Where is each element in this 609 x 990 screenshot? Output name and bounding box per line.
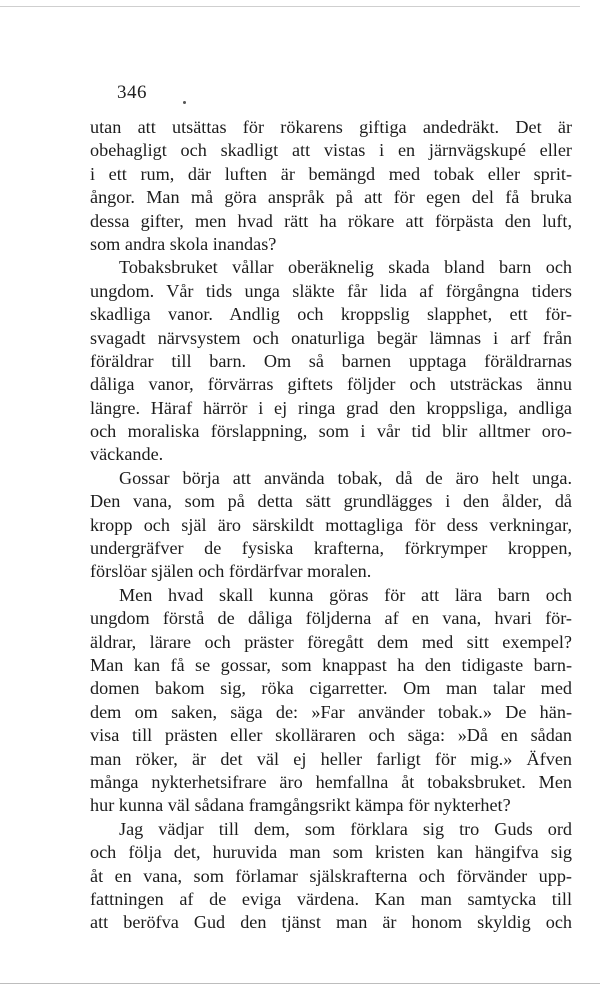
text-line: domen bakom sig, röka cigarretter. Om man talar med xyxy=(90,678,572,699)
text-line: många nykterhetsifrare äro hemfallna åt tobaksbruket. Men xyxy=(90,771,572,792)
text-line: ungdom förstå de dåliga följderna af en vana, hvari för- xyxy=(90,608,572,629)
text-line: Man kan få se gossar, som knappast ha den tidigaste barn- xyxy=(90,654,572,675)
scan-top-edge xyxy=(0,6,580,7)
text-line: visa till prästen eller skolläraren och säga: »Då en sådan xyxy=(90,725,572,746)
text-line: skadliga vanor. Andlig och kroppslig slapphet, ett för- xyxy=(90,304,572,325)
text-line: Men hvad skall kunna göras för att lära barn och xyxy=(119,584,572,605)
page-number: 346 xyxy=(117,82,147,103)
text-line: obehagligt och skadligt att vistas i en järnvägskupé eller xyxy=(90,140,572,161)
print-speck xyxy=(183,101,186,104)
text-line: föräldrar till barn. Om så barnen upptaga föräldrarnas xyxy=(90,350,572,371)
scan-bottom-edge xyxy=(0,983,600,984)
text-line: äldrar, lärare och präster föregått dem med sitt exempel? xyxy=(90,631,572,652)
text-line: undergräfver de fysiska krafterna, förkrymper kroppen, xyxy=(90,538,572,559)
text-line: fattningen af de eviga värdena. Kan man samtycka till xyxy=(90,888,572,909)
text-line: förslöar själen och fördärfvar moralen. xyxy=(90,561,372,582)
text-line: längre. Häraf härrör i ej ringa grad den kroppsliga, andliga xyxy=(90,397,572,418)
text-line: och moraliska förslappning, som i vår tid blir alltmer oro- xyxy=(90,421,572,442)
text-line: kropp och själ äro särskildt mottagliga för dess verkningar, xyxy=(90,514,572,535)
text-line: Den vana, som på detta sätt grundlägges i den ålder, då xyxy=(90,491,572,512)
text-line: man röker, är det väl ej heller farligt för mig.» Äfven xyxy=(90,748,572,769)
text-line: ungdom. Vår tids unga släkte får lida af förgångna tiders xyxy=(90,280,572,301)
text-line: dåliga vanor, förvärras giftets följder och utsträckas ännu xyxy=(90,374,572,395)
text-line: Gossar börja att använda tobak, då de äro helt unga. xyxy=(119,467,572,488)
text-line: som andra skola inandas? xyxy=(90,233,277,254)
text-line: och följa det, huruvida man som kristen kan hängifva sig xyxy=(90,842,572,863)
text-line: dessa gifter, men hvad rätt ha rökare att förpästa den luft, xyxy=(90,210,572,231)
body-text xyxy=(90,116,572,935)
text-line: i ett rum, där luften är bemängd med tobak eller sprit- xyxy=(90,163,572,184)
text-line: Tobaksbruket vållar oberäknelig skada bland barn och xyxy=(119,257,572,278)
text-line: ångor. Man må göra anspråk på att för egen del få bruka xyxy=(90,187,572,208)
text-line: väckande. xyxy=(90,444,164,465)
text-line: hur kunna väl sådana framgångsrikt kämpa för nykterhet? xyxy=(90,795,511,816)
text-line: svagadt närvsystem och onaturliga begär lämnas i arf från xyxy=(90,327,572,348)
text-line: dem om saken, säga de: »Far använder tobak.» De hän- xyxy=(90,701,572,722)
text-line: åt en vana, som förlamar själskrafterna och förvänder upp- xyxy=(90,865,572,886)
text-line: att beröfva Gud den tjänst man är honom skyldig och xyxy=(90,912,572,933)
text-line: Jag vädjar till dem, som förklara sig tro Guds ord xyxy=(119,818,572,839)
text-line: utan att utsättas för rökarens giftiga andedräkt. Det är xyxy=(90,117,572,137)
